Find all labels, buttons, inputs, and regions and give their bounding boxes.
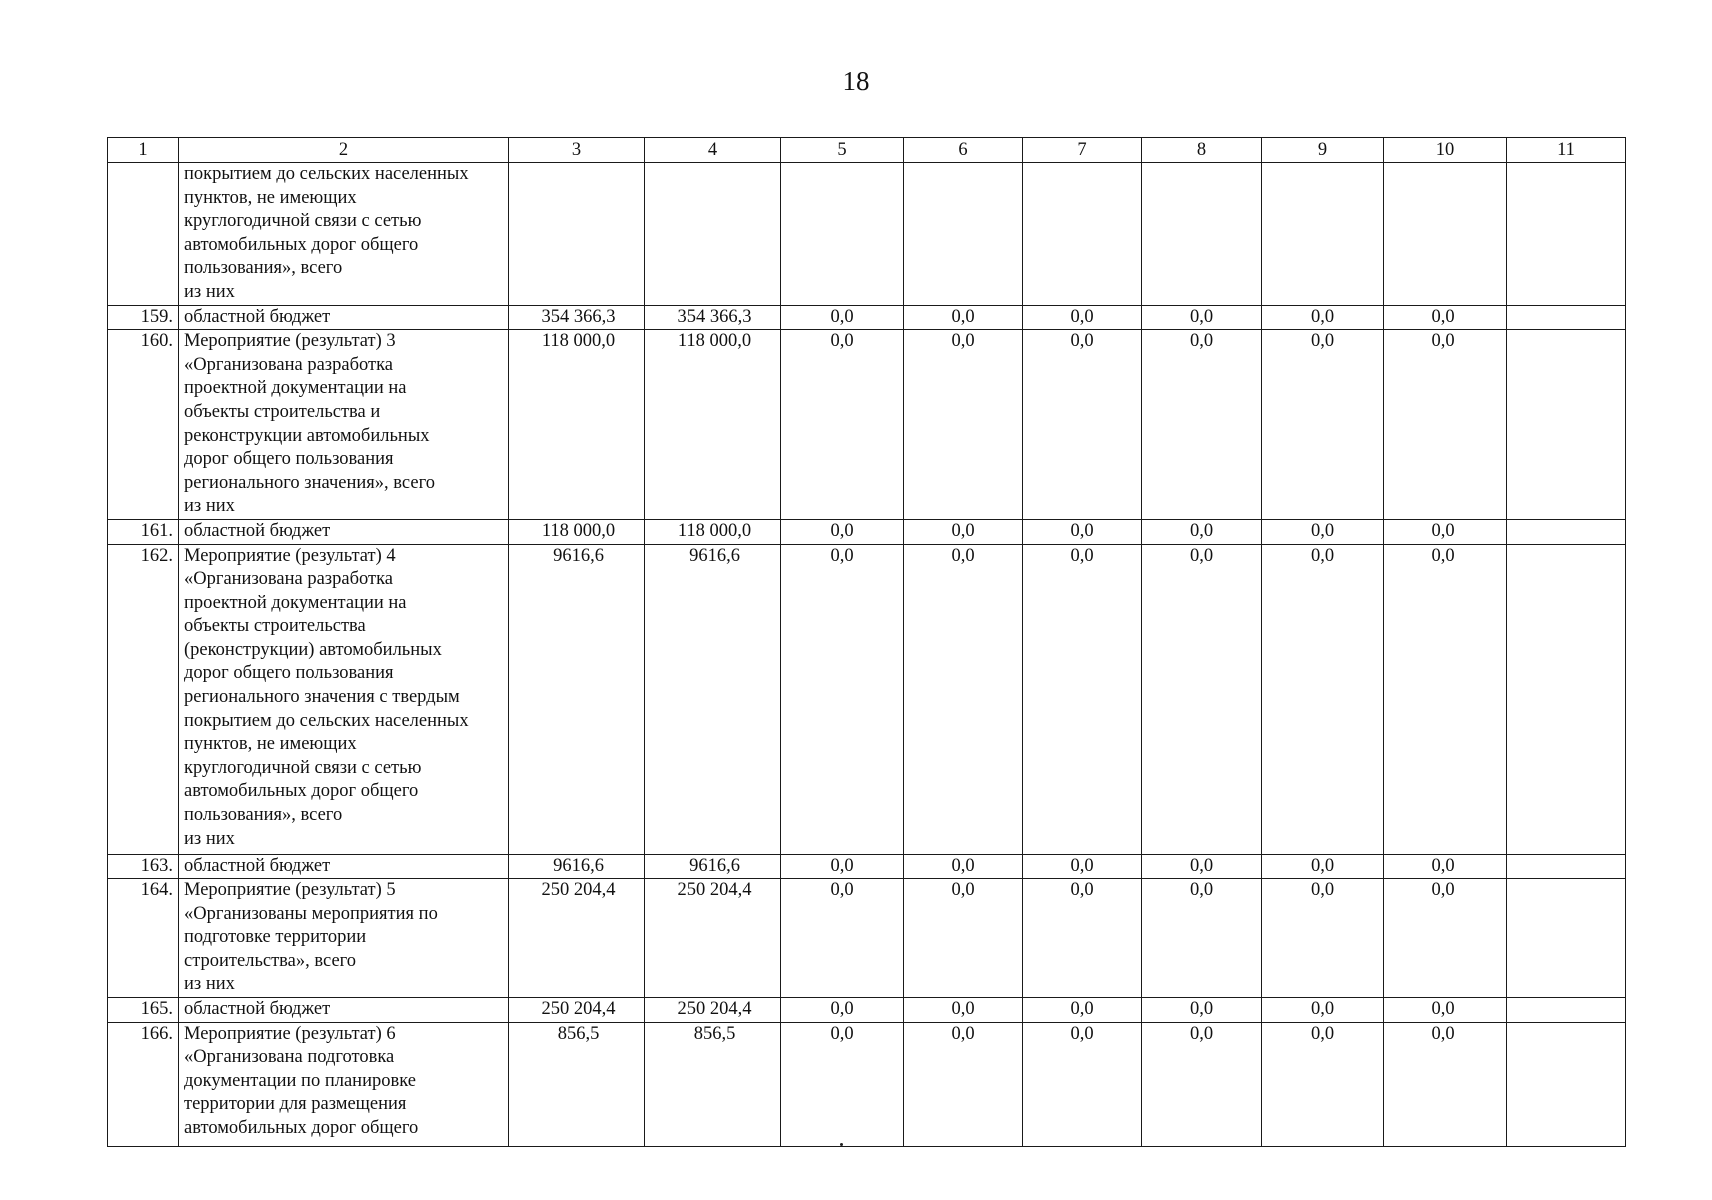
table-row	[108, 879, 1626, 998]
description-line: Мероприятие (результат) 3	[184, 331, 396, 352]
table-row	[108, 854, 1626, 879]
value-cell-col-9: 0,0	[1262, 330, 1384, 520]
description-line: Мероприятие (результат) 5	[184, 880, 396, 901]
value-cell-col-4: 354 366,3	[645, 305, 781, 330]
table-row	[108, 544, 1626, 854]
value-cell-col-6: 0,0	[904, 1022, 1023, 1146]
description-line: строительства», всего	[184, 950, 357, 971]
value-cell-col-9: 0,0	[1262, 544, 1384, 854]
value-cell-col-3: 9616,6	[509, 854, 645, 879]
description-line: «Организована разработка	[184, 569, 394, 590]
column-header-4: 4	[645, 138, 781, 163]
budget-table	[107, 137, 1626, 1147]
value-cell-col-8: 0,0	[1142, 998, 1262, 1023]
value-cell-col-7: 0,0	[1023, 879, 1142, 998]
value-cell-col-5: 0,0	[781, 519, 904, 544]
row-description	[179, 330, 509, 520]
description-line: областной бюджет	[184, 520, 331, 541]
description-line: дорог общего пользования	[184, 449, 394, 470]
value-cell-col-6: 0,0	[904, 330, 1023, 520]
value-cell-col-10: 0,0	[1384, 879, 1507, 998]
value-cell-col-5	[781, 163, 904, 306]
value-cell-col-4: 118 000,0	[645, 519, 781, 544]
row-number: 163.	[108, 854, 179, 879]
row-number: 161.	[108, 519, 179, 544]
value-cell-col-6: 0,0	[904, 879, 1023, 998]
column-header-9: 9	[1262, 138, 1384, 163]
value-cell-col-7	[1023, 163, 1142, 306]
column-header-8: 8	[1142, 138, 1262, 163]
description-line: проектной документации на	[184, 592, 407, 613]
value-cell-col-11	[1507, 998, 1626, 1023]
value-cell-col-11	[1507, 305, 1626, 330]
value-cell-col-6	[904, 163, 1023, 306]
description-line: пользования», всего	[184, 805, 343, 826]
value-cell-col-4: 9616,6	[645, 854, 781, 879]
value-cell-col-5: 0,0	[781, 854, 904, 879]
value-cell-col-6: 0,0	[904, 998, 1023, 1023]
row-description	[179, 305, 509, 330]
column-header-5: 5	[781, 138, 904, 163]
value-cell-col-10: 0,0	[1384, 305, 1507, 330]
description-line: автомобильных дорог общего	[184, 234, 419, 255]
value-cell-col-6: 0,0	[904, 854, 1023, 879]
description-line: Мероприятие (результат) 6	[184, 1023, 396, 1044]
description-line: территории для размещения	[184, 1094, 407, 1115]
value-cell-col-3: 250 204,4	[509, 879, 645, 998]
column-header-1: 1	[108, 138, 179, 163]
value-cell-col-8: 0,0	[1142, 519, 1262, 544]
value-cell-col-7: 0,0	[1023, 305, 1142, 330]
description-line: из них	[184, 974, 235, 995]
value-cell-col-4: 250 204,4	[645, 998, 781, 1023]
description-line: (реконструкции) автомобильных	[184, 639, 442, 660]
column-header-7: 7	[1023, 138, 1142, 163]
value-cell-col-11	[1507, 330, 1626, 520]
value-cell-col-4: 118 000,0	[645, 330, 781, 520]
column-header-3: 3	[509, 138, 645, 163]
row-description	[179, 519, 509, 544]
row-description	[179, 544, 509, 854]
value-cell-col-3: 856,5	[509, 1022, 645, 1146]
value-cell-col-8: 0,0	[1142, 544, 1262, 854]
description-line: из них	[184, 281, 235, 302]
value-cell-col-9: 0,0	[1262, 998, 1384, 1023]
row-number: 162.	[108, 544, 179, 854]
value-cell-col-7: 0,0	[1023, 998, 1142, 1023]
value-cell-col-10: 0,0	[1384, 544, 1507, 854]
description-line: дорог общего пользования	[184, 663, 394, 684]
value-cell-col-6: 0,0	[904, 519, 1023, 544]
table-row	[108, 998, 1626, 1023]
column-header-10: 10	[1384, 138, 1507, 163]
description-line: пунктов, не имеющих	[184, 734, 357, 755]
value-cell-col-11	[1507, 544, 1626, 854]
value-cell-col-8: 0,0	[1142, 330, 1262, 520]
column-header-6: 6	[904, 138, 1023, 163]
value-cell-col-11	[1507, 879, 1626, 998]
value-cell-col-8: 0,0	[1142, 879, 1262, 998]
value-cell-col-10: 0,0	[1384, 1022, 1507, 1146]
description-line: из них	[184, 828, 235, 849]
value-cell-col-3: 354 366,3	[509, 305, 645, 330]
row-number: 164.	[108, 879, 179, 998]
scan-speck	[840, 1143, 843, 1146]
value-cell-col-3	[509, 163, 645, 306]
row-number: 165.	[108, 998, 179, 1023]
description-line: «Организована разработка	[184, 354, 394, 375]
value-cell-col-5: 0,0	[781, 998, 904, 1023]
value-cell-col-4: 9616,6	[645, 544, 781, 854]
description-line: проектной документации на	[184, 378, 407, 399]
description-line: областной бюджет	[184, 999, 331, 1020]
description-line: подготовке территории	[184, 927, 367, 948]
value-cell-col-8	[1142, 163, 1262, 306]
value-cell-col-4	[645, 163, 781, 306]
value-cell-col-11	[1507, 163, 1626, 306]
description-line: реконструкции автомобильных	[184, 425, 430, 446]
value-cell-col-6: 0,0	[904, 544, 1023, 854]
value-cell-col-5: 0,0	[781, 544, 904, 854]
value-cell-col-4: 250 204,4	[645, 879, 781, 998]
description-line: объекты строительства и	[184, 401, 381, 422]
value-cell-col-3: 9616,6	[509, 544, 645, 854]
table-row	[108, 305, 1626, 330]
row-description	[179, 998, 509, 1023]
value-cell-col-7: 0,0	[1023, 854, 1142, 879]
value-cell-col-7: 0,0	[1023, 519, 1142, 544]
value-cell-col-8: 0,0	[1142, 854, 1262, 879]
description-line: покрытием до сельских населенных	[184, 164, 469, 184]
column-header-2: 2	[179, 138, 509, 163]
value-cell-col-5: 0,0	[781, 879, 904, 998]
description-line: областной бюджет	[184, 855, 331, 876]
value-cell-col-5: 0,0	[781, 330, 904, 520]
value-cell-col-10: 0,0	[1384, 854, 1507, 879]
description-line: «Организованы мероприятия по	[184, 903, 438, 924]
row-description	[179, 879, 509, 998]
description-line: объекты строительства	[184, 616, 366, 637]
row-number: 159.	[108, 305, 179, 330]
page-number: 18	[842, 66, 870, 96]
description-line: областной бюджет	[184, 306, 331, 327]
description-line: «Организована подготовка	[184, 1047, 395, 1068]
table-row	[108, 519, 1626, 544]
value-cell-col-10	[1384, 163, 1507, 306]
value-cell-col-9: 0,0	[1262, 879, 1384, 998]
value-cell-col-7: 0,0	[1023, 544, 1142, 854]
value-cell-col-11	[1507, 1022, 1626, 1146]
value-cell-col-5: 0,0	[781, 1022, 904, 1146]
value-cell-col-10: 0,0	[1384, 998, 1507, 1023]
description-line: регионального значения», всего	[184, 472, 435, 493]
value-cell-col-10: 0,0	[1384, 330, 1507, 520]
column-number-header-row	[108, 138, 1626, 163]
value-cell-col-11	[1507, 519, 1626, 544]
value-cell-col-9: 0,0	[1262, 854, 1384, 879]
description-line: документации по планировке	[184, 1070, 416, 1091]
column-header-11: 11	[1507, 138, 1626, 163]
description-line: пользования», всего	[184, 258, 343, 279]
value-cell-col-9: 0,0	[1262, 1022, 1384, 1146]
row-description	[179, 1022, 509, 1146]
table-row	[108, 330, 1626, 520]
value-cell-col-10: 0,0	[1384, 519, 1507, 544]
value-cell-col-8: 0,0	[1142, 1022, 1262, 1146]
description-line: круглогодичной связи с сетью	[184, 211, 422, 232]
value-cell-col-7: 0,0	[1023, 1022, 1142, 1146]
value-cell-col-9	[1262, 163, 1384, 306]
description-line: пунктов, не имеющих	[184, 187, 357, 208]
value-cell-col-3: 118 000,0	[509, 519, 645, 544]
description-line: автомобильных дорог общего	[184, 781, 419, 802]
value-cell-col-7: 0,0	[1023, 330, 1142, 520]
table-row	[108, 1022, 1626, 1146]
row-number: 160.	[108, 330, 179, 520]
row-number	[108, 163, 179, 306]
value-cell-col-5: 0,0	[781, 305, 904, 330]
description-line: круглогодичной связи с сетью	[184, 757, 422, 778]
description-line: автомобильных дорог общего	[184, 1118, 419, 1139]
description-line: Мероприятие (результат) 4	[184, 545, 396, 566]
value-cell-col-3: 250 204,4	[509, 998, 645, 1023]
value-cell-col-9: 0,0	[1262, 305, 1384, 330]
table-row	[108, 163, 1626, 306]
value-cell-col-4: 856,5	[645, 1022, 781, 1146]
value-cell-col-8: 0,0	[1142, 305, 1262, 330]
value-cell-col-11	[1507, 854, 1626, 879]
value-cell-col-6: 0,0	[904, 305, 1023, 330]
row-description	[179, 854, 509, 879]
description-line: из них	[184, 496, 235, 517]
value-cell-col-9: 0,0	[1262, 519, 1384, 544]
value-cell-col-3: 118 000,0	[509, 330, 645, 520]
row-description	[179, 163, 509, 306]
description-line: покрытием до сельских населенных	[184, 710, 469, 731]
description-line: регионального значения с твердым	[184, 687, 460, 708]
row-number: 166.	[108, 1022, 179, 1146]
